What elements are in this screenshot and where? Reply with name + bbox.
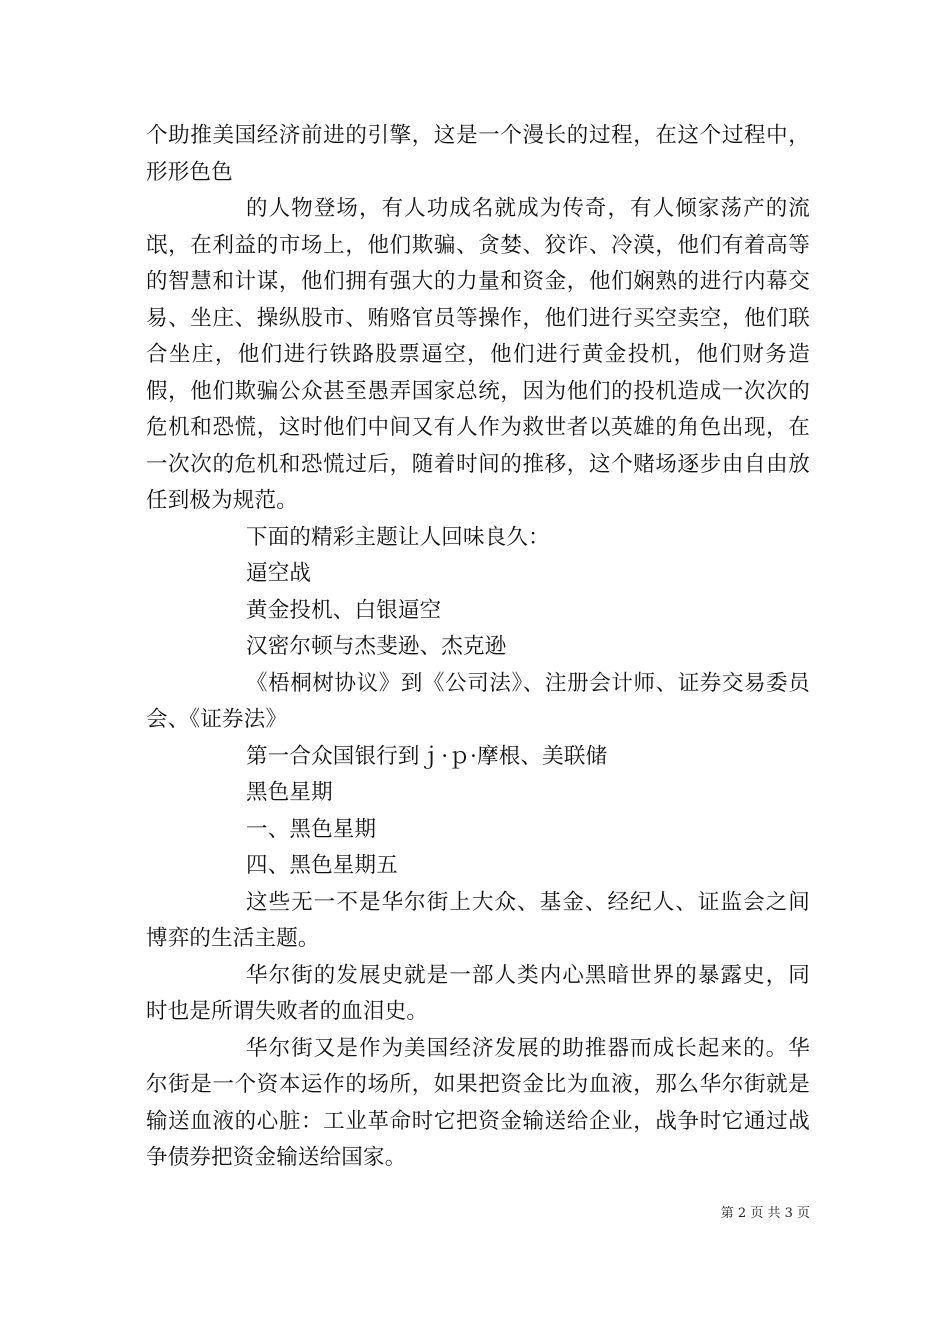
paragraph-booster: 华尔街又是作为美国经济发展的助推器而成长起来的。华尔街是一个资本运作的场所，如果把资金比为血液，那么华尔街就是输送血液的心脏：工业革命时它把资金输送给企业，战争时它通过战争债券把资金输送给国家。 — [146, 1035, 810, 1170]
theme-item-black-monday: 一、黑色星期 — [246, 816, 377, 842]
theme-item-black-friday: 四、黑色星期五 — [246, 853, 398, 878]
theme-item-hamilton: 汉密尔顿与杰斐逊、杰克逊 — [246, 634, 507, 659]
theme-item-laws: 《梧桐树协议》到《公司法》、注册会计师、证券交易委员会、《证券法》 — [146, 670, 810, 732]
theme-item-short-squeeze: 逼空战 — [246, 561, 312, 586]
paragraph-themes-intro: 下面的精彩主题让人回味良久： — [246, 524, 550, 550]
paragraph-characters: 的人物登场，有人功成名就成为传奇，有人倾家荡产的流氓，在利益的市场上，他们欺骗、贪婪、狡诈、冷漠，他们有着高等的智慧和计谋，他们拥有强大的力量和资金，他们娴熟的进行内幕交易、坐庄、操纵股市、贿赂官员等操作，他们进行买空卖空，他们联合坐庄，他们进行铁路股票逼空，他们进行黄金投机，他们财务造假，他们欺骗公众甚至愚弄国家总统，因为他们的投机造成一次次的危机和恐慌，这时他们中间又有人作为救世者以英雄的角色出现，在一次次的危机和恐慌过后，随着时间的推移，这个赌场逐步由自由放任到极为规范。 — [146, 196, 810, 513]
theme-item-gold-silver: 黄金投机、白银逼空 — [246, 597, 442, 623]
paragraph-dark-history: 华尔街的发展史就是一部人类内心黑暗世界的暴露史，同时也是所谓失败者的血泪史。 — [146, 962, 810, 1024]
paragraph-game-themes: 这些无一不是华尔街上大众、基金、经纪人、证监会之间博弈的生活主题。 — [146, 889, 810, 951]
theme-item-banks: 第一合众国银行到ｊ·ｐ·摩根、美联储 — [246, 743, 608, 769]
page-number-footer: 第 2 页 共 3 页 — [720, 1206, 810, 1221]
theme-item-black-week: 黑色星期 — [246, 780, 333, 805]
document-body — [146, 118, 810, 1177]
paragraph-continuation-1: 个助推美国经济前进的引擎，这是一个漫长的过程，在这个过程中，形形色色 — [146, 123, 810, 185]
